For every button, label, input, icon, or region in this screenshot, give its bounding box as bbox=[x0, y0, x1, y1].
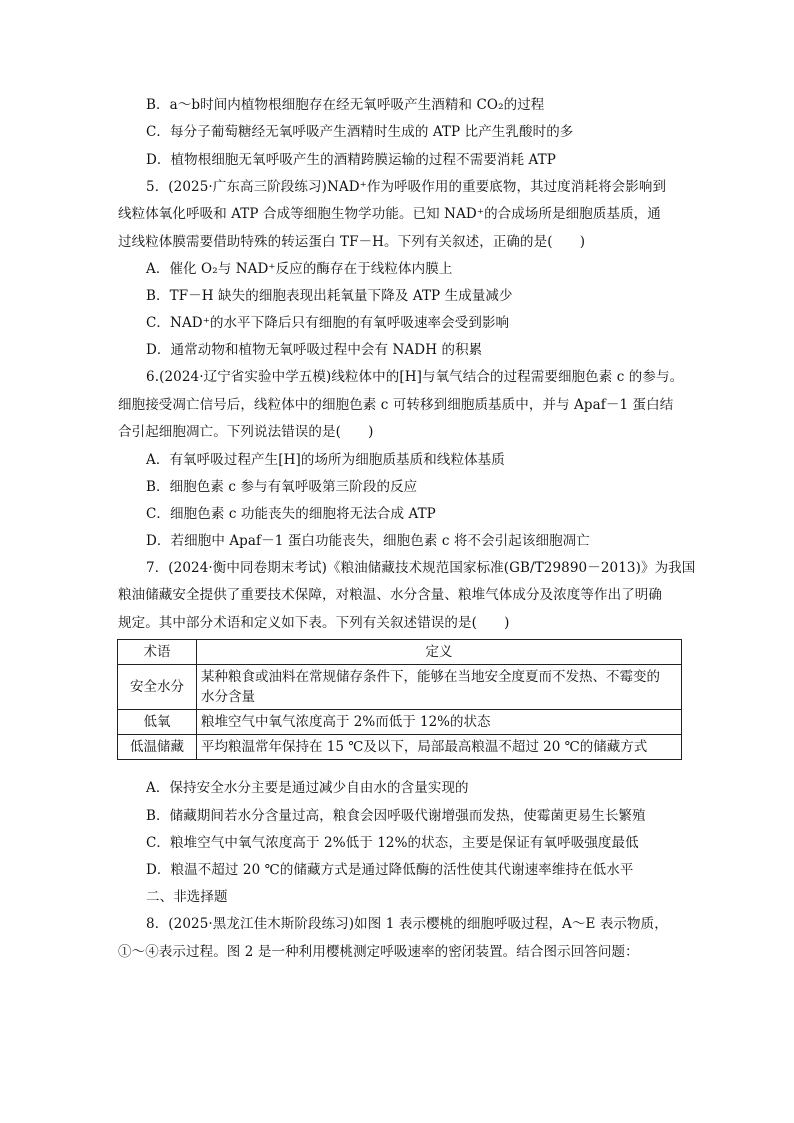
q7-stem-line-3: 规定。其中部分术语和定义如下表。下列有关叙述错误的是( ) bbox=[118, 615, 510, 631]
table-cell-term: 安全水分 bbox=[118, 665, 197, 710]
table-row bbox=[118, 665, 682, 710]
table-row bbox=[118, 710, 682, 735]
q5-option-d: D．通常动物和植物无氧呼吸过程中会有 NADH 的积累 bbox=[146, 342, 483, 358]
table-cell-term: 低温储藏 bbox=[118, 735, 197, 760]
q5-stem-line-3: 过线粒体膜需要借助特殊的转运蛋白 TF－H。下列有关叙述，正确的是( ) bbox=[118, 234, 586, 250]
q5-stem-line-2: 线粒体氧化呼吸和 ATP 合成等细胞生物学功能。已知 NAD⁺的合成场所是细胞质基质，通 bbox=[118, 206, 661, 222]
q4-option-d: D．植物根细胞无氧呼吸产生的酒精跨膜运输的过程不需要消耗 ATP bbox=[146, 152, 556, 168]
q6-option-c: C．细胞色素 c 功能丧失的细胞将无法合成 ATP bbox=[146, 506, 436, 522]
q7-stem-line-1: 7．(2024·衡中同卷期末考试)《粮油储藏技术规范国家标准(GB/T29890－2013)》为我国 bbox=[146, 560, 696, 576]
definition-line-1: 某种粮食或油料在常规储存条件下，能够在当地安全度夏而不发热、不霉变的 bbox=[201, 669, 660, 685]
table-cell-definition bbox=[197, 710, 682, 735]
q5-stem-line-1: 5．(2025·广东高三阶段练习)NAD⁺作为呼吸作用的重要底物，其过度消耗将会影响到 bbox=[146, 179, 667, 195]
q5-option-a: A．催化 O₂与 NAD⁺反应的酶存在于线粒体内膜上 bbox=[146, 261, 453, 277]
section-heading-non-choice: 二、非选择题 bbox=[146, 889, 228, 905]
table-cell-definition bbox=[197, 665, 682, 710]
q8-stem-line-2: ①～④表示过程。图 2 是一种利用樱桃测定呼吸速率的密闭装置。结合图示回答问题： bbox=[118, 944, 639, 960]
q6-stem-line-3: 合引起细胞凋亡。下列说法错误的是( ) bbox=[118, 424, 374, 440]
table-header-definition: 定义 bbox=[197, 640, 682, 665]
q4-option-c: C．每分子葡萄糖经无氧呼吸产生酒精时生成的 ATP 比产生乳酸时的多 bbox=[146, 124, 574, 140]
q6-option-b: B．细胞色素 c 参与有氧呼吸第三阶段的反应 bbox=[146, 479, 418, 495]
terms-definitions-table bbox=[117, 639, 682, 760]
q5-option-b: B．TF－H 缺失的细胞表现出耗氧量下降及 ATP 生成量减少 bbox=[146, 288, 513, 304]
definition-line-2: 水分含量 bbox=[201, 689, 255, 705]
q7-stem-line-2: 粮油储藏安全提供了重要技术保障，对粮温、水分含量、粮堆气体成分及浓度等作出了明确 bbox=[118, 587, 662, 603]
q4-option-b: B．a～b时间内植物根细胞存在经无氧呼吸产生酒精和 CO₂的过程 bbox=[146, 97, 545, 113]
q7-option-a: A．保持安全水分主要是通过减少自由水的含量实现的 bbox=[146, 780, 469, 796]
q6-option-d: D．若细胞中 Apaf－1 蛋白功能丧失，细胞色素 c 将不会引起该细胞凋亡 bbox=[146, 533, 590, 549]
q6-stem-line-1: 6.(2024·辽宁省实验中学五模)线粒体中的[H]与氧气结合的过程需要细胞色素 c 的参与。 bbox=[146, 369, 684, 385]
table-header-row bbox=[118, 640, 682, 665]
q7-option-d: D．粮温不超过 20 ℃的储藏方式是通过降低酶的活性使其代谢速率维持在低水平 bbox=[146, 862, 634, 878]
q7-option-c: C．粮堆空气中氧气浓度高于 2%低于 12%的状态，主要是保证有氧呼吸强度最低 bbox=[146, 835, 639, 851]
definition-line-1: 粮堆空气中氧气浓度高于 2%而低于 12%的状态 bbox=[201, 714, 491, 730]
q7-option-b: B．储藏期间若水分含量过高，粮食会因呼吸代谢增强而发热，使霉菌更易生长繁殖 bbox=[146, 808, 646, 824]
q8-stem-line-1: 8．(2025·黑龙江佳木斯阶段练习)如图 1 表示樱桃的细胞呼吸过程，A～E 表示物质， bbox=[146, 916, 668, 932]
table-cell-definition bbox=[197, 735, 682, 760]
table-header-term: 术语 bbox=[118, 640, 197, 665]
q5-option-c: C．NAD⁺的水平下降后只有细胞的有氧呼吸速率会受到影响 bbox=[146, 315, 510, 331]
table-row bbox=[118, 735, 682, 760]
q6-stem-line-2: 细胞接受凋亡信号后，线粒体中的细胞色素 c 可转移到细胞质基质中，并与 Apaf－1 蛋白结 bbox=[118, 397, 674, 413]
table-cell-term: 低氧 bbox=[118, 710, 197, 735]
q6-option-a: A．有氧呼吸过程产生[H]的场所为细胞质基质和线粒体基质 bbox=[146, 452, 505, 468]
definition-line-1: 平均粮温常年保持在 15 ℃及以下，局部最高粮温不超过 20 ℃的储藏方式 bbox=[201, 739, 648, 755]
